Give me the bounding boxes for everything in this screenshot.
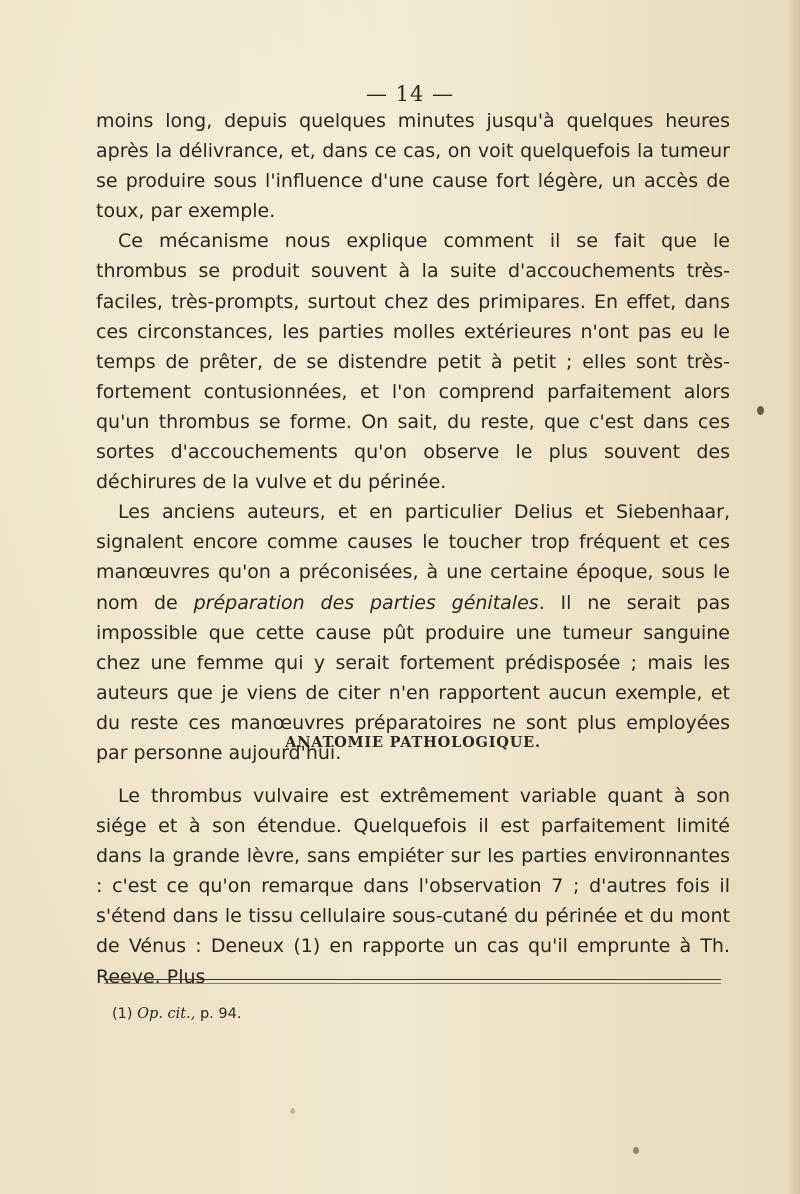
footnote-citation: Op. cit., (137, 1006, 196, 1022)
page-number: — 14 — (365, 82, 455, 106)
italic-term: préparation des parties génitales (193, 591, 539, 614)
paragraph-anatomy: Le thrombus vulvaire est extrêmement variable quant à son siége et à son étendue. Quelquefois il est parfaitement limité dans la grande lèvre, sans empiéter sur les parties environnantes : c'est ce qu'on remarque dans l'observation 7 ; d'autres fois il s'étend dans le tissu cellulaire sous-cutané du périnée et du mont de Vénus : Deneux (1) en rapporte un cas qu'il emprunte à Th. Reeve. Plus (96, 785, 730, 988)
footnote-page: p. 94. (195, 1006, 242, 1022)
paragraph-mechanism: Ce mécanisme nous explique comment il se fait que le thrombus se produit souvent à la suite d'accouchements très-faciles, très-prompts, surtout chez des primipares. En effet, dans ces circonstances, les parties molles extérieures n'ont pas eu le temps de prêter, de se distendre petit à petit ; elles sont très-fortement contusionnées, et l'on comprend parfaitement alors qu'un thrombus se forme. On sait, du reste, que c'est dans ces sortes d'accouchements qu'on observe le plus souvent des déchirures de la vulve et du périnée. (96, 230, 730, 494)
footnote (112, 1006, 241, 1022)
paragraph-ancient-authors (96, 497, 730, 768)
paper-speck (290, 1108, 295, 1114)
section-heading: ANATOMIE PATHOLOGIQUE. (285, 734, 541, 751)
paragraph-ancient-authors-start: Les anciens auteurs, et en particulier Delius et Siebenhaar, signalent encore comme causes le toucher trop fréquent et ces manœuvres qu'on a préconisées, à une certaine époque, sous le nom de (96, 501, 730, 614)
paper-speck (633, 1147, 639, 1154)
footnote-rule-secondary (104, 983, 721, 984)
text-block-upper (96, 106, 730, 768)
text-block-lower (96, 781, 730, 992)
footnote-rule (104, 979, 721, 980)
paper-speck (757, 406, 764, 415)
paragraph-ancient-authors-end: . Il ne serait pas impossible que cette cause pût produire une tumeur sanguine chez une femme qui y serait fortement prédisposée ; mais les auteurs que je viens de citer n'en rapportent aucun exemple, et du reste ces manœuvres préparatoires ne sont plus employées par personne aujourd'hui. (96, 591, 731, 764)
paragraph-continuation: moins long, depuis quelques minutes jusqu'à quelques heures après la délivrance, et, dans ce cas, on voit quelquefois la tumeur se produire sous l'influence d'une cause fort légère, un accès de toux, par exemple. (96, 110, 730, 223)
footnote-marker: (1) (112, 1006, 138, 1022)
page-edge-shadow (788, 0, 800, 1194)
